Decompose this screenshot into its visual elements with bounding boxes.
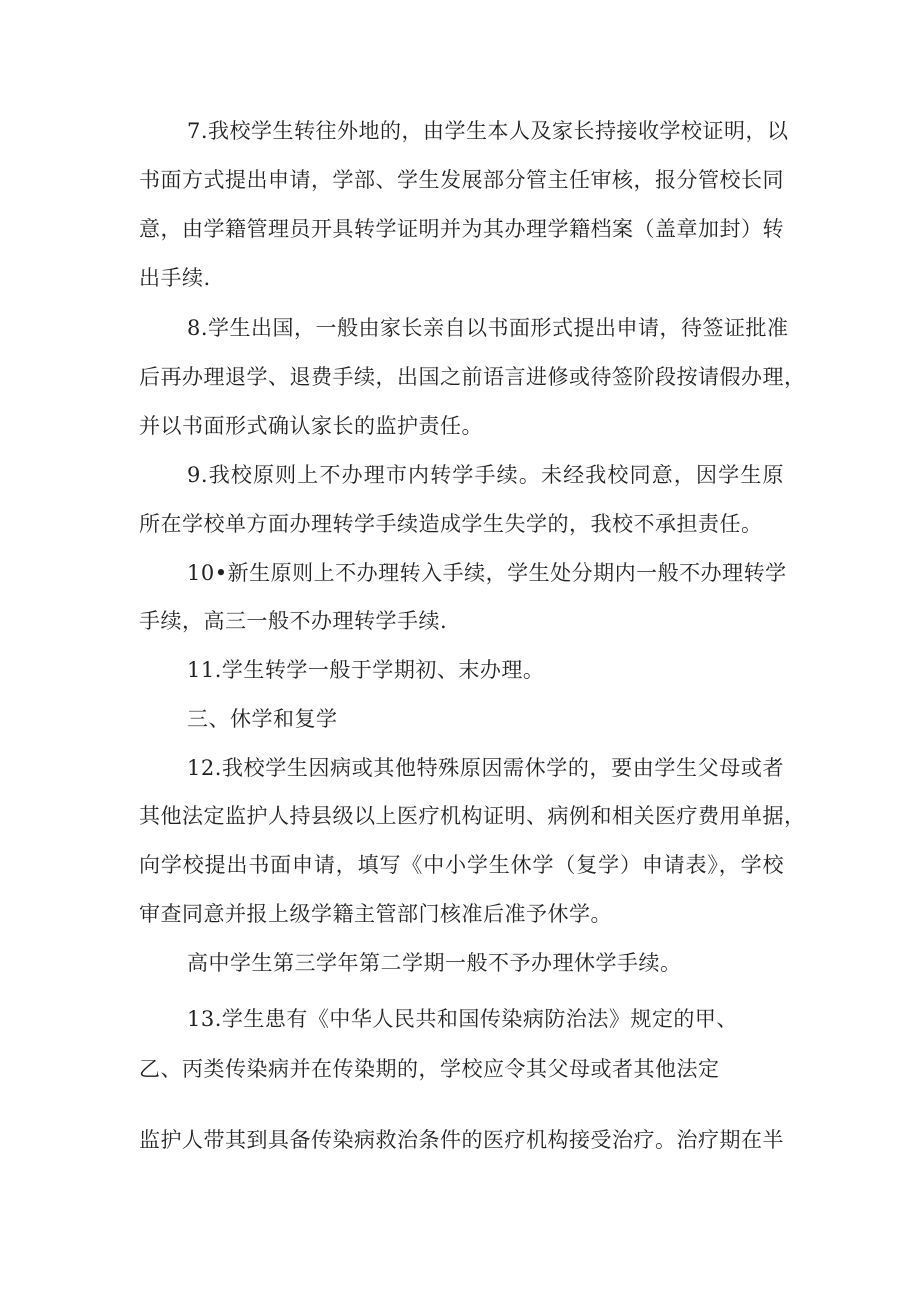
paragraph-7-line-2: 书面方式提出申请，学部、学生发展部分管主任审核，报分管校长同 bbox=[139, 168, 784, 192]
paragraph-7-line-3: 意，由学籍管理员开具转学证明并为其办理学籍档案（盖章加封）转 bbox=[139, 217, 784, 241]
paragraph-9-line-1: 9.我校原则上不办理市内转学手续。未经我校同意，因学生原 bbox=[187, 463, 784, 487]
paragraph-7-line-1: 7.我校学生转往外地的，由学生本人及家长持接收学校证明，以 bbox=[187, 119, 789, 143]
paragraph-12-line-4: 审查同意并报上级学籍主管部门核准后准予休学。 bbox=[139, 902, 612, 926]
paragraph-8-line-2: 后再办理退学、退费手续，出国之前语言进修或待签阶段按请假办理， bbox=[139, 365, 806, 389]
paragraph-10-line-1: 10•新生原则上不办理转入手续，学生处分期内一般不办理转学 bbox=[187, 561, 787, 585]
paragraph-10-line-2: 手续，高三一般不办理转学手续. bbox=[139, 609, 448, 633]
paragraph-13-line-1: 13.学生患有《中华人民共和国传染病防治法》规定的甲、 bbox=[187, 1007, 738, 1031]
paragraph-8-line-1: 8.学生出国，一般由家长亲自以书面形式提出申请，待签证批准 bbox=[187, 316, 789, 340]
paragraph-12b-line-1: 高中学生第三学年第二学期一般不予办理休学手续。 bbox=[187, 951, 682, 975]
paragraph-11-line-1: 11.学生转学一般于学期初、末办理。 bbox=[187, 658, 545, 682]
paragraph-13-line-2: 乙、丙类传染病并在传染期的，学校应令其父母或者其他法定 bbox=[139, 1057, 720, 1081]
paragraph-8-line-3: 并以书面形式确认家长的监护责任。 bbox=[139, 414, 483, 438]
paragraph-12-line-1: 12.我校学生因病或其他特殊原因需休学的，要由学生父母或者 bbox=[187, 756, 784, 780]
section-heading: 三、休学和复学 bbox=[187, 707, 338, 731]
paragraph-13-line-3: 监护人带其到具备传染病救治条件的医疗机构接受治疗。治疗期在半 bbox=[139, 1128, 784, 1152]
paragraph-7-line-4: 出手续. bbox=[139, 266, 211, 290]
paragraph-9-line-2: 所在学校单方面办理转学手续造成学生失学的，我校不承担责任。 bbox=[139, 512, 763, 536]
paragraph-12-line-3: 向学校提出书面申请，填写《中小学生休学（复学）申请表》，学校 bbox=[139, 853, 784, 877]
paragraph-12-line-2: 其他法定监护人持县级以上医疗机构证明、病例和相关医疗费用单据， bbox=[139, 804, 806, 828]
